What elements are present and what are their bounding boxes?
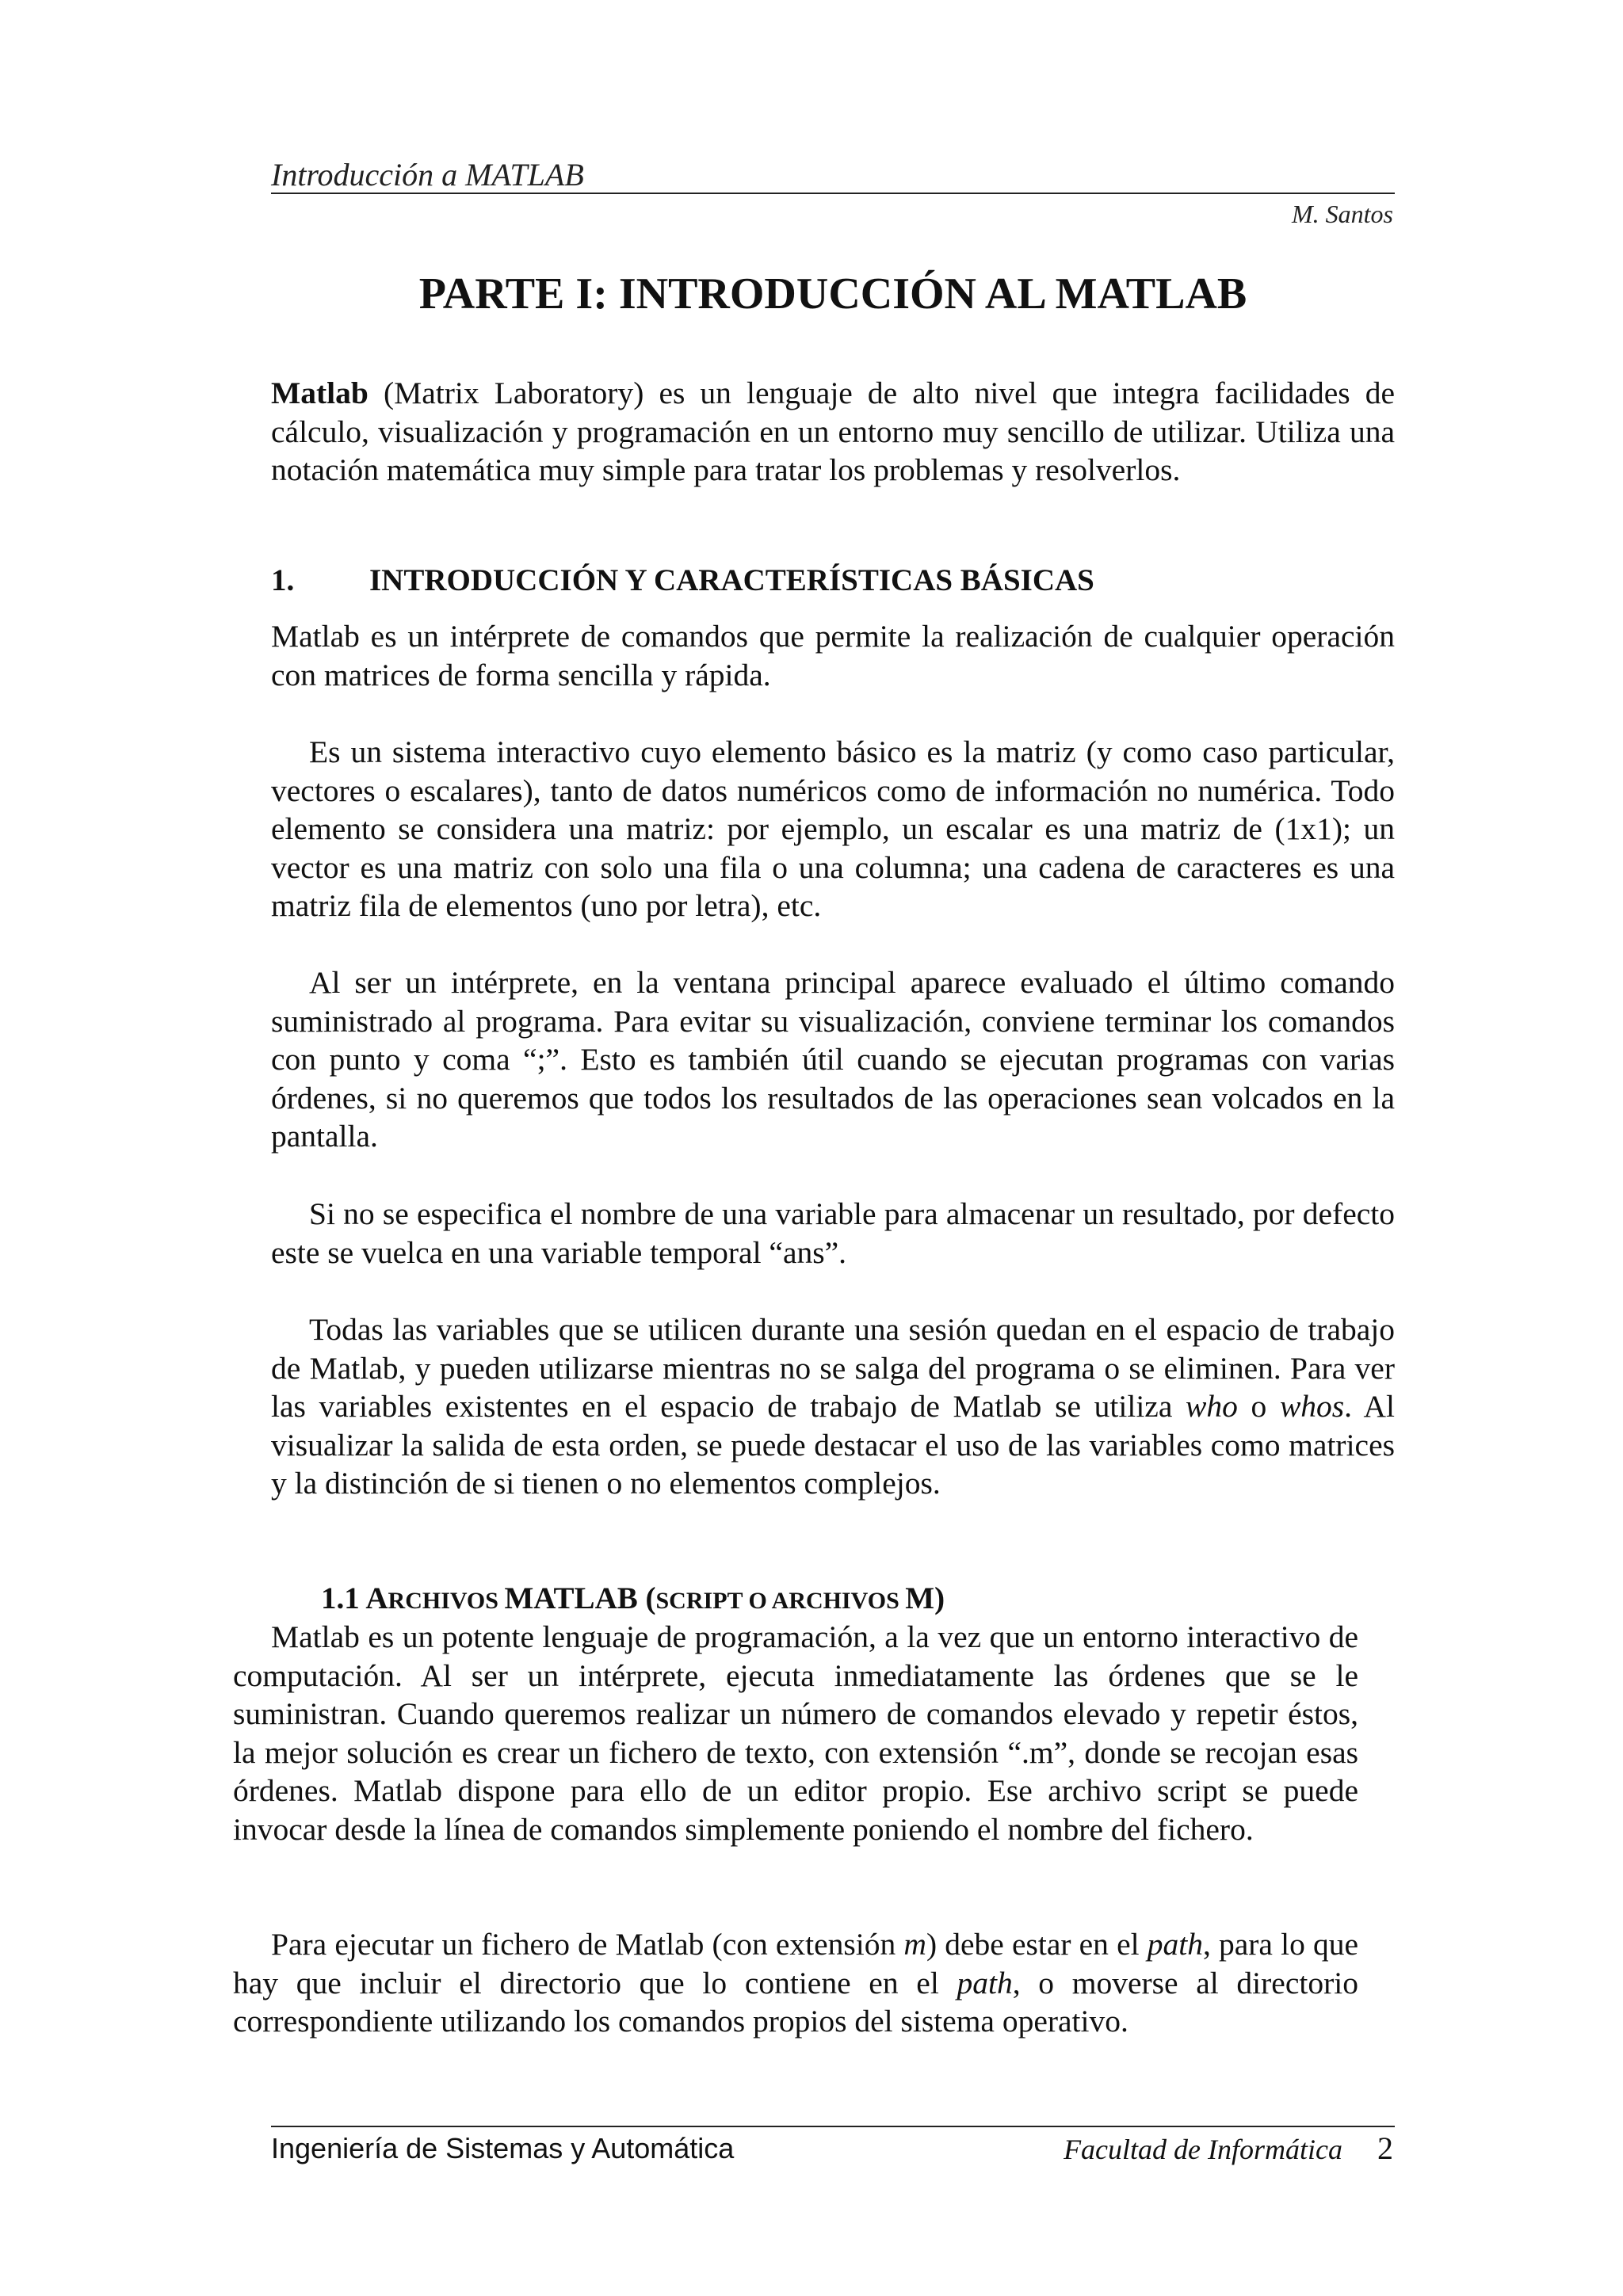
intro-paragraph (271, 374, 1395, 490)
section-1-paragraph-5 (271, 1310, 1395, 1503)
intro-text: (Matrix Laboratory) es un lenguaje de alto nivel que integra facilidades de cálculo, visualización y programación en un entorno muy sencillo de utilizar. Utiliza una notación matemática muy simple para tratar los problemas y resolverlos. (271, 376, 1395, 488)
whos-command: whos (1279, 1389, 1345, 1425)
section-1-title: INTRODUCCIÓN Y CARACTERÍSTICAS BÁSICAS (369, 563, 1094, 597)
section-1-heading (271, 561, 1094, 601)
section-1-1-paragraph-2 (233, 1925, 1358, 2041)
section-1-1-word-3: SCRIPT O ARCHIVOS (655, 1588, 906, 1614)
section-1-paragraph-2-text: Es un sistema interactivo cuyo elemento básico es la matriz (y como caso particular, vectores o escalares), tanto de datos numéricos como de información no numérica. Todo elemento se considera una matriz: por ejemplo, un escalar es una matriz de (1x1); un vector es una matriz con solo una fila o una columna; una cadena de caracteres es una matriz fila de elementos (uno por letra), etc. (271, 734, 1395, 924)
section-1-1-word-4: M) (905, 1581, 945, 1615)
section-1-1-paragraph-2-text-d: , o moverse al directorio correspondiente utilizando los comandos propios del sistema operativo. (233, 1965, 1358, 2039)
running-header-title: Introducción a MATLAB (271, 157, 584, 193)
section-1-1-paragraph-2-text-a: Para ejecutar un fichero de Matlab (con extensión (271, 1927, 904, 1962)
m-extension: m (903, 1927, 926, 1962)
section-1-paragraph-4-text: Si no se especifica el nombre de una variable para almacenar un resultado, por defecto este se vuelca en una variable temporal “ans”. (271, 1196, 1395, 1270)
section-1-number: 1. (271, 563, 295, 597)
section-1-1-paragraph-2-text-b: ) debe estar en el (926, 1927, 1148, 1962)
who-command: who (1186, 1389, 1238, 1425)
footer-right (1064, 2130, 1393, 2168)
header-rule (271, 193, 1395, 194)
page-number: 2 (1377, 2130, 1393, 2166)
section-1-paragraph-5-text-c: . Al visualizar la salida de esta orden, se puede destacar el uso de las variables como matrices y la distinción de si tienen o no elementos complejos. (271, 1389, 1396, 1501)
page-title: PARTE I: INTRODUCCIÓN AL MATLAB (418, 269, 1247, 318)
section-1-paragraph-4 (271, 1195, 1395, 1272)
section-1-paragraph-2 (271, 733, 1395, 925)
path-term-1: path (1147, 1927, 1203, 1962)
intro-bold-term: Matlab (271, 376, 369, 410)
path-term-2: path (957, 1965, 1013, 2000)
section-1-1-paragraph-1-text: Matlab es un potente lenguaje de programación, a la vez que un entorno interactivo de computación. Al ser un intérprete, ejecuta inmediatamente las órdenes que se le suministran. Cuando queremos realizar un número de comandos elevado y repetir éstos, la mejor solución es crear un fichero de texto, con extensión “.m”, donde se recojan esas órdenes. Matlab dispone para ello de un editor propio. Ese archivo script se puede invocar desde la línea de comandos simplemente poniendo el nombre del fichero. (233, 1619, 1358, 1847)
section-1-1-paragraph-2-text-c: , para lo que hay que incluir el directorio que lo contiene en el (233, 1927, 1358, 2000)
footer-faculty: Facultad de Informática (1064, 2134, 1342, 2165)
section-1-paragraph-5-text-b: o (1237, 1389, 1280, 1425)
footer-department: Ingeniería de Sistemas y Automática (271, 2132, 735, 2164)
section-1-1-word-1-cap: A (365, 1581, 388, 1615)
section-1-1-heading (321, 1579, 945, 1621)
section-1-paragraph-3-text: Al ser un intérprete, en la ventana principal aparece evaluado el último comando suministrado al programa. Para evitar su visualización, conviene terminar los comandos con punto y coma “;”. Esto es también útil cuando se ejecutan programas con varias órdenes, si no queremos que todos los resultados de las operaciones sean volcados en la pantalla. (271, 965, 1395, 1154)
section-1-1-paragraph-1 (233, 1618, 1358, 1849)
section-1-paragraph-5-text-a: Todas las variables que se utilicen durante una sesión quedan en el espacio de trabajo de Matlab, y pueden utilizarse mientras no se salga del programa o se eliminen. Para ver las variables existentes en el espacio de trabajo de Matlab se utiliza (271, 1312, 1395, 1425)
footer-rule (271, 2126, 1395, 2127)
section-1-1-number: 1.1 (321, 1581, 366, 1615)
running-header-author: M. Santos (1292, 200, 1393, 228)
section-1-1-word-1-rest: RCHIVOS (388, 1588, 505, 1614)
section-1-paragraph-1: Matlab es un intérprete de comandos que permite la realización de cualquier operación con matrices de forma sencilla y rápida. (271, 619, 1395, 692)
section-1-paragraph-3 (271, 963, 1395, 1156)
section-1-1-word-2: MATLAB ( (504, 1581, 656, 1615)
